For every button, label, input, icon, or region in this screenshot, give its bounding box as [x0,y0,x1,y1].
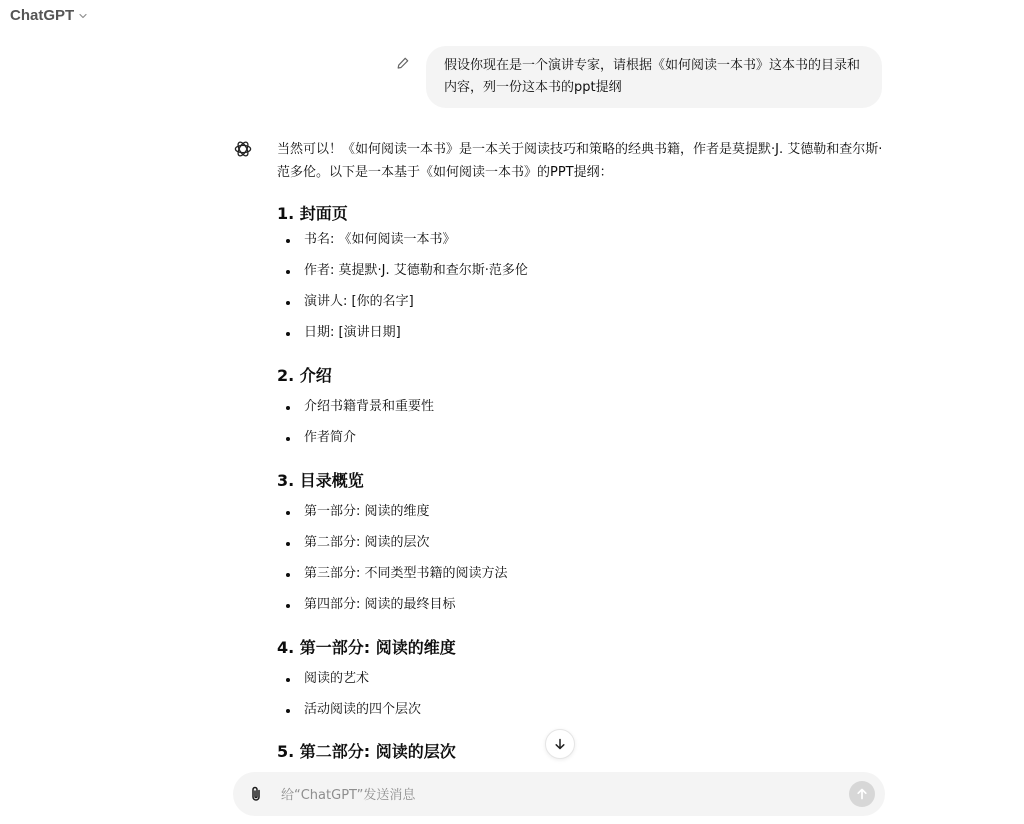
model-selector[interactable] [10,7,88,24]
assistant-intro: 当然可以！《如何阅读一本书》是一本关于阅读技巧和策略的经典书籍，作者是莫提默·J. 艾德勒和查尔斯·范多伦。以下是一本基于《如何阅读一本书》的PPT提纲： [277,142,883,180]
attach-button[interactable] [246,784,266,804]
edit-message-button[interactable] [390,50,416,76]
scroll-to-bottom-button[interactable] [545,729,575,759]
message-composer [233,772,885,816]
paperclip-icon [246,784,266,804]
list-item: 作者: 莫提默·J. 艾德勒和查尔斯·范多伦 [277,261,887,281]
pencil-icon [396,56,410,70]
list-item: 活动阅读的四个层次 [277,700,887,720]
section-heading: 2. 介绍 [277,366,332,385]
section-heading: 5. 第二部分: 阅读的层次 [277,742,456,761]
arrow-down-icon [553,737,567,751]
list-item: 作者简介 [277,428,887,448]
openai-logo-icon [233,139,253,159]
list-item: 第四部分: 阅读的最终目标 [277,595,887,615]
arrow-up-icon [855,787,869,801]
list-item: 介绍书籍背景和重要性 [277,397,887,417]
section-list [277,502,887,615]
user-message-row [390,46,882,108]
section-heading: 3. 目录概览 [277,471,364,490]
app-title: ChatGPT [10,7,75,24]
message-input[interactable] [279,782,843,808]
section-heading: 4. 第一部分: 阅读的维度 [277,638,456,657]
assistant-avatar [230,136,256,162]
list-item: 第二部分: 阅读的层次 [277,533,887,553]
list-item: 日期: [演讲日期] [277,323,887,343]
section-list [277,230,887,343]
list-item: 阅读的艺术 [277,669,887,689]
send-button[interactable] [849,781,875,807]
list-item: 书名: 《如何阅读一本书》 [277,230,887,250]
section-heading: 1. 封面页 [277,204,348,223]
chevron-down-icon [78,11,88,21]
user-message-bubble: 假设你现在是一个演讲专家，请根据《如何阅读一本书》这本书的目录和内容，列一份这本书的ppt提纲 [426,46,882,108]
list-item: 第三部分: 不同类型书籍的阅读方法 [277,564,887,584]
list-item: 演讲人: [你的名字] [277,292,887,312]
list-item: 第一部分: 阅读的维度 [277,502,887,522]
assistant-message [277,138,887,763]
section-list [277,397,887,448]
section-list [277,669,887,720]
